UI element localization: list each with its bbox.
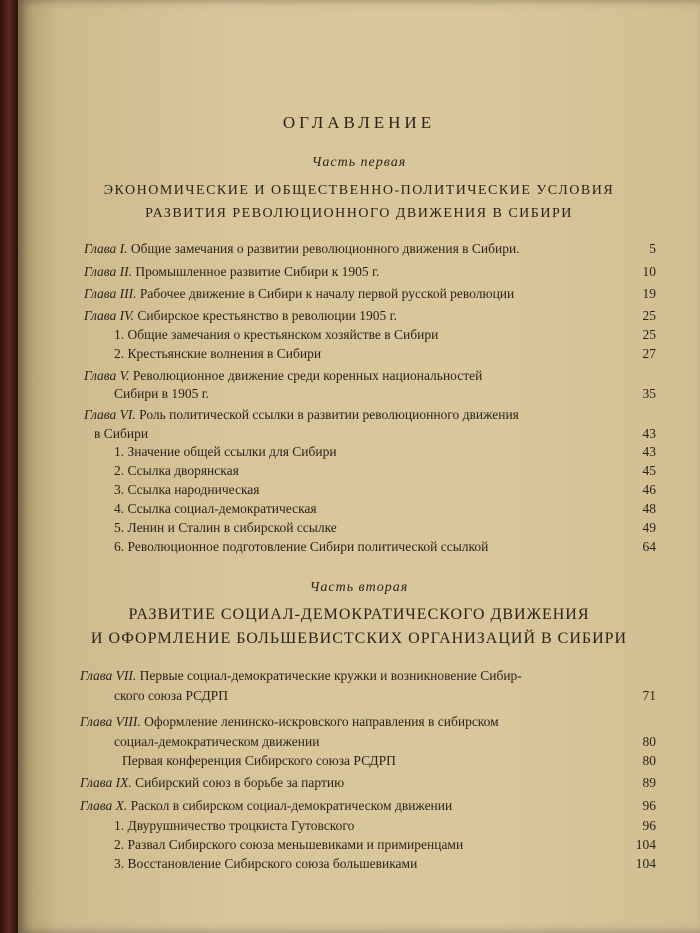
entry-prefix: Глава II. [84,264,133,279]
entry-text: Революционное движение среди коренных национальностей [132,368,483,383]
entry-text: Сибири в 1905 г. [114,386,210,401]
entry-page: 19 [642,286,656,301]
entry-prefix: 3. [114,482,125,497]
entry-prefix: 4. [114,501,125,516]
entry-prefix: 3. [114,856,125,871]
entry-page: 10 [642,264,656,279]
entry-text: Первые социал-демократические кружки и возникновение Сибир- [139,668,522,683]
part2-label: Часть вторая [309,580,409,595]
entry-page: 49 [642,520,656,535]
part1-heading-line2: РАЗВИТИЯ РЕВОЛЮЦИОННОГО ДВИЖЕНИЯ В СИБИРИ [145,206,573,221]
entry-page: 43 [642,444,656,459]
entry-prefix: Глава VI. [84,407,136,422]
entry-prefix: Глава I. [84,241,128,256]
entry-page: 46 [642,482,656,497]
entry-prefix: Глава X. [80,798,128,813]
book-page [18,0,700,933]
toc-title: ОГЛАВЛЕНИЕ [282,113,436,132]
entry-page: 104 [635,837,656,852]
entry-page: 104 [635,856,656,871]
entry-prefix: 1. [114,327,125,342]
entry-text: Развал Сибирского союза меньшевиками и примиренцами [127,837,464,852]
entry-page: 25 [642,327,656,342]
entry-text: социал-демократическом движении [114,734,320,749]
entry-prefix: 1. [114,818,125,833]
entry-text: Ссылка народническая [127,482,260,497]
entry-page: 64 [642,539,656,554]
entry-page: 89 [642,775,656,790]
entry-prefix: Глава VII. [80,668,137,683]
entry-prefix: Глава IV. [84,308,135,323]
entry-page: 35 [642,386,656,401]
entry-text: в Сибири [94,426,149,441]
entry-text: Ссылка дворянская [127,463,239,478]
entry-text: Первая конференция Сибирского союза РСДРП [122,753,396,768]
entry-prefix: Глава VIII. [80,714,141,729]
entry-text: Общие замечания о крестьянском хозяйстве в Сибири [127,327,439,342]
entry-text: Оформление ленинско-искровского направления в сибирском [144,714,499,729]
entry-text: ского союза РСДРП [114,688,228,703]
entry-page: 96 [642,818,656,833]
part2-heading-line1: РАЗВИТИЕ СОЦИАЛ-ДЕМОКРАТИЧЕСКОГО ДВИЖЕНИЯ [128,606,590,623]
entry-page: 5 [649,241,656,256]
entry-text: Роль политической ссылки в развитии революционного движения [139,407,519,422]
entry-page: 25 [642,308,656,323]
entry-page: 27 [642,346,656,361]
entry-page: 48 [642,501,656,516]
entry-text: Промышленное развитие Сибири к 1905 г. [135,264,380,279]
entry-prefix: Глава III. [84,286,137,301]
entry-page: 45 [642,463,656,478]
entry-text: Двурушничество троцкиста Гутовского [127,818,355,833]
entry-text: Ссылка социал-демократическая [127,501,317,516]
book-spine-edge [0,0,18,933]
entry-page: 80 [642,753,656,768]
entry-text: Общие замечания о развитии революционного движения в Сибири. [130,241,520,256]
entry-text: Революционное подготовление Сибири политической ссылкой [127,539,489,554]
entry-text: Рабочее движение в Сибири к началу первой русской революции [139,286,515,301]
entry-page: 43 [642,426,656,441]
entry-prefix: 2. [114,346,125,361]
entry-page: 80 [642,734,656,749]
entry-prefix: 6. [114,539,125,554]
entry-text: Раскол в сибирском социал-демократическом движении [130,798,453,813]
entry-text: Восстановление Сибирского союза большевиками [127,856,418,871]
part2-heading-line2: И ОФОРМЛЕНИЕ БОЛЬШЕВИСТСКИХ ОРГАНИЗАЦИЙ В СИБИРИ [90,630,628,647]
entry-page: 96 [642,798,656,813]
entry-prefix: Глава IX. [80,775,132,790]
entry-text: Значение общей ссылки для Сибири [127,444,337,459]
entry-prefix: 5. [114,520,125,535]
entry-text: Крестьянские волнения в Сибири [127,346,322,361]
entry-prefix: 2. [114,463,125,478]
entry-text: Сибирский союз в борьбе за партию [135,775,345,790]
entry-page: 71 [642,688,656,703]
entry-prefix: 1. [114,444,125,459]
part1-heading-line1: ЭКОНОМИЧЕСКИЕ И ОБЩЕСТВЕННО-ПОЛИТИЧЕСКИЕ УСЛОВИЯ [103,183,615,198]
entry-prefix: Глава V. [84,368,130,383]
entry-prefix: 2. [114,837,125,852]
entry-text: Сибирское крестьянство в революции 1905 г. [137,308,398,323]
entry-text: Ленин и Сталин в сибирской ссылке [127,520,337,535]
part1-label: Часть первая [311,155,407,170]
